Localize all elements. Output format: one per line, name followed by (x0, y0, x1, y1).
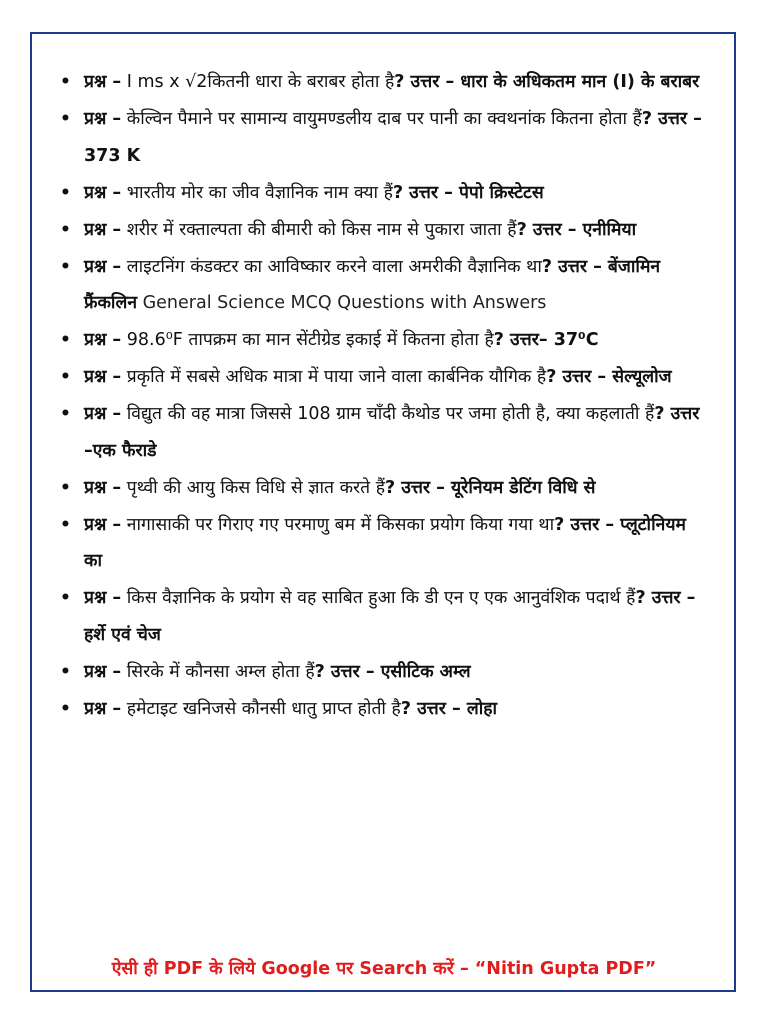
list-item (56, 249, 704, 322)
answer-text: ? उत्तर – लोहा (400, 698, 498, 719)
question-text: 98.6⁰F तापक्रम का मान सेंटीग्रेड इकाई में कितना होता है (121, 330, 494, 350)
bullet-icon: • (60, 330, 71, 350)
footer-promo-text: ऐसी ही PDF के लिये Google पर Search करें – “Nitin Gupta PDF” (111, 959, 657, 979)
question-text: नागासाकी पर गिराए गए परमाणु बम में किसका प्रयोग किया गया था (121, 514, 555, 535)
list-item (56, 212, 704, 249)
question-text: भारतीय मोर का जीव वैज्ञानिक नाम क्या हैं (121, 182, 393, 203)
list-item (56, 101, 704, 174)
question-list (56, 64, 704, 728)
bullet-icon: • (60, 109, 71, 129)
question-text: किस वैज्ञानिक के प्रयोग से वह साबित हुआ कि डी एन ए एक आनुवंशिक पदार्थ हैं (121, 588, 636, 608)
list-item (56, 64, 704, 101)
bullet-icon: • (60, 404, 71, 424)
list-item (56, 175, 704, 212)
question-text: विद्युत की वह मात्रा जिससे 108 ग्राम चाँदी कैथोड पर जमा होती है, क्या कहलाती हैं (121, 404, 655, 424)
bullet-icon: • (60, 698, 71, 719)
list-item (56, 507, 704, 580)
question-prefix: प्रश्न – (84, 588, 122, 608)
question-prefix: प्रश्न – (84, 219, 122, 240)
list-item (56, 654, 704, 691)
bullet-icon: • (60, 72, 71, 92)
bullet-icon: • (60, 514, 71, 535)
answer-text: ? उत्तर– 37⁰C (493, 330, 599, 350)
inline-heading: General Science MCQ Questions with Answers (137, 293, 547, 313)
question-text: केल्विन पैमाने पर सामान्य वायुमण्डलीय दाब पर पानी का क्वथनांक कितना होता हैं (121, 109, 642, 129)
question-prefix: प्रश्न – (84, 698, 122, 719)
answer-text: ? उत्तर – प्लूटोनियम का (84, 514, 686, 571)
question-prefix: प्रश्न – (84, 109, 122, 129)
question-prefix: प्रश्न – (84, 404, 122, 424)
bullet-icon: • (60, 219, 71, 240)
answer-text: ? उत्तर –एक फैराडे (84, 404, 700, 461)
answer-text: ? उत्तर – धारा के अधिकतम मान (I) के बराबर (394, 72, 700, 92)
question-prefix: प्रश्न – (84, 367, 122, 387)
answer-text: ? उत्तर – पेपो क्रिस्टेटस (392, 182, 544, 203)
list-item (56, 359, 704, 396)
question-prefix: प्रश्न – (84, 72, 122, 92)
question-text: I ms x √2कितनी धारा के बराबर होता है (121, 72, 395, 92)
answer-text: ? उत्तर – एसीटिक अम्ल (314, 661, 471, 682)
question-text: लाइटनिंग कंडक्टर का आविष्कार करने वाला अमरीकी वैज्ञानिक था (121, 256, 542, 277)
question-prefix: प्रश्न – (84, 256, 122, 277)
question-prefix: प्रश्न – (84, 182, 122, 203)
bullet-icon: • (60, 477, 71, 498)
question-prefix: प्रश्न – (84, 661, 122, 682)
question-text: पृथ्वी की आयु किस विधि से ज्ञात करते हैं (121, 477, 385, 498)
question-prefix: प्रश्न – (84, 477, 122, 498)
list-item (56, 470, 704, 507)
list-item (56, 322, 704, 359)
answer-text: ? उत्तर – एनीमिया (516, 219, 637, 240)
list-item (56, 396, 704, 469)
bullet-icon: • (60, 367, 71, 387)
answer-text: ? उत्तर –373 K (84, 109, 702, 166)
answer-text: ? उत्तर – सेल्यूलोज (546, 367, 672, 387)
list-item (56, 691, 704, 728)
answer-text: ? उत्तर – हर्शे एवं चेज (84, 588, 696, 645)
question-text: हमेटाइट खनिजसे कौनसी धातु प्राप्त होती है (121, 698, 401, 719)
bullet-icon: • (60, 256, 71, 277)
question-text: प्रकृति में सबसे अधिक मात्रा में पाया जाने वाला कार्बनिक यौगिक है (121, 367, 547, 387)
answer-text: ? उत्तर – यूरेनियम डेटिंग विधि से (385, 477, 596, 498)
bullet-icon: • (60, 182, 71, 203)
list-item (56, 580, 704, 653)
bullet-icon: • (60, 661, 71, 682)
bullet-icon: • (60, 588, 71, 608)
question-prefix: प्रश्न – (84, 514, 122, 535)
question-prefix: प्रश्न – (84, 330, 122, 350)
question-text: शरीर में रक्ताल्पता की बीमारी को किस नाम से पुकारा जाता हैं (121, 219, 517, 240)
question-text: सिरके में कौनसा अम्ल होता हैं (121, 661, 315, 682)
answer-text: ? उत्तर – बेंजामिन फ्रैंकलिन (84, 256, 661, 313)
